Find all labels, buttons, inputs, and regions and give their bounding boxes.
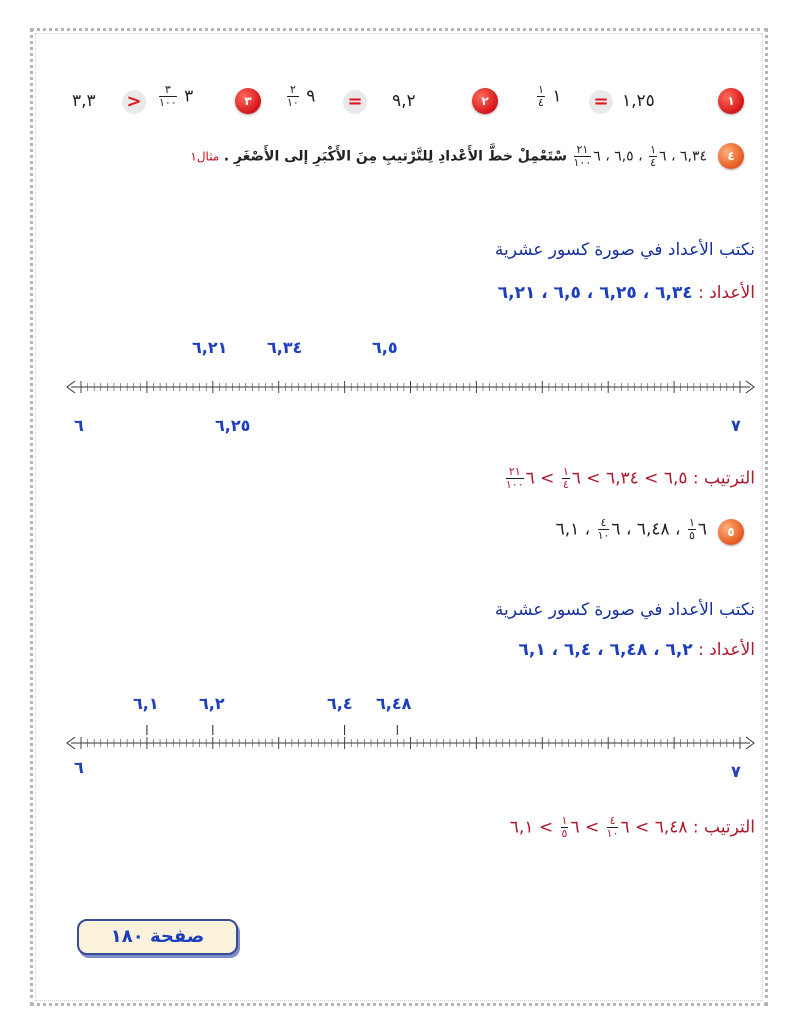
gt-sign: > (586, 468, 601, 489)
mixed-whole: ٦ (525, 468, 535, 489)
exercise-4-badge: ٤ (718, 143, 744, 169)
exercise-4-instruction: سْتَعْمِلْ خطَّ الأَعْدادِ لِلتَّرْتيبِ مِنَ الأَكْبَرِ إلى الأَصْغَرِ . (223, 148, 568, 165)
mixed-whole: ١ (552, 86, 562, 107)
nl2-label-6-48: ٦,٤٨ (376, 694, 412, 713)
nl1-label-6-34: ٦,٣٤ (267, 338, 303, 357)
exercise-3-sign: > (122, 90, 146, 114)
numerator: ١ (650, 143, 657, 156)
mixed-whole: ٦ (620, 817, 630, 838)
mixed-whole: ٦ (571, 468, 581, 489)
mixed-whole: ٦ (570, 817, 580, 838)
exercise-1-badge: ١ (718, 88, 744, 114)
numerator: ٢١ (574, 144, 592, 157)
numbers-label: الأعداد : (698, 640, 755, 660)
num-6-5: ٦,٥ (614, 148, 634, 165)
nl1-label-6: ٦ (74, 416, 84, 435)
sol5-heading: نكتب الأعداد في صورة كسور عشرية (494, 600, 755, 620)
order-label: الترتيب : (692, 468, 755, 489)
num-6-48: ٦,٤٨ (636, 519, 670, 540)
exercise-2-left: ٩,٢ (392, 91, 416, 111)
fraction (561, 815, 569, 840)
numerator: ١ (562, 465, 569, 478)
numbers-list: ٦,٣٤ ، ٦,٢٥ ، ٦,٥ ، ٦,٢١ (497, 283, 693, 303)
mixed-whole: ٣ (184, 86, 194, 107)
order-label: الترتيب : (692, 817, 755, 838)
nl1-label-6-5: ٦,٥ (372, 338, 398, 357)
mixed-whole: ٦ (611, 519, 621, 540)
exercise-2-sign: = (343, 90, 367, 114)
numbers-label: الأعداد : (698, 283, 755, 303)
denominator: ١٠ (287, 96, 299, 109)
numbers-list: ٦,٢ ، ٦,٤٨ ، ٦,٤ ، ٦,١ (518, 640, 693, 660)
exercise-3-badge: ٣ (235, 88, 261, 114)
gt-sign: > (585, 817, 600, 838)
numerator: ١ (561, 814, 568, 827)
order-last: ٦,١ (509, 817, 534, 838)
nl1-label-6-21: ٦,٢١ (192, 338, 228, 357)
numerator: ٤ (598, 517, 610, 530)
numerator: ١ (688, 516, 695, 529)
mixed-whole: ٦ (593, 148, 601, 165)
exercise-5-statement: ٦ $\frac{١}{٥}$ ، ٦,٤٨ ، ٦ $\frac{٤}{١٠}$ ، ٦,١ (555, 516, 707, 542)
exercise-2-badge: ٢ (472, 88, 498, 114)
denominator: ١٠ (597, 529, 610, 542)
denominator: ١٠٠ (573, 156, 592, 169)
number-line-2-ticks (67, 725, 754, 749)
numerator: ٢١ (506, 466, 524, 479)
nl2-label-7: ٧ (731, 762, 741, 781)
denominator: ٥ (561, 827, 568, 840)
denominator: ٤ (538, 96, 544, 109)
numerator: ٤ (607, 815, 619, 828)
exercise-1-sign: = (589, 90, 613, 114)
denominator: ٤ (650, 156, 657, 169)
page-number-badge: صفحة ١٨٠ (77, 919, 238, 955)
numerator: ٣ (159, 84, 177, 97)
sol4-heading: نكتب الأعداد في صورة كسور عشرية (494, 240, 755, 260)
num-6-34: ٦,٣٤ (679, 148, 707, 165)
denominator: ٥ (688, 529, 695, 542)
order-value: ٦,٥ > ٦,٣٤ (605, 468, 688, 489)
gt-sign: > (538, 817, 554, 838)
nl2-label-6-4: ٦,٤ (327, 694, 353, 713)
mixed-whole: ٦ (659, 148, 667, 165)
nl2-label-6: ٦ (74, 758, 84, 777)
mixed-whole: ٦ (697, 519, 707, 540)
nl1-label-7: ٧ (731, 416, 741, 435)
nl2-label-6-1: ٦,١ (133, 694, 159, 713)
exercise-4-statement: ٦,٣٤ ، ٦ $\frac{١}{٤}$ ، ٦,٥ ، ٦ $\frac{٢١}{١٠٠}$ سْتَعْمِلْ خطَّ الأَعْدادِ لِلتَّرْتيبِ مِنَ الأَكْبَرِ إلى الأَصْغَرِ . مثال١ (190, 143, 707, 169)
mixed-whole: ٩ (306, 86, 316, 107)
num-6-1: ٦,١ (555, 519, 580, 540)
denominator: ١٠٠ (505, 478, 524, 491)
gt-sign: > (540, 468, 555, 489)
example-tag: مثال١ (190, 149, 220, 164)
exercise-3-right: ٣,٣ (72, 91, 96, 111)
denominator: ١٠٠ (159, 96, 177, 109)
fraction (607, 815, 619, 840)
nl1-label-6-25: ٦,٢٥ (215, 416, 251, 435)
numerator: ١ (538, 83, 544, 96)
nl2-label-6-2: ٦,٢ (199, 694, 225, 713)
order-value: ٦,٤٨ > (635, 817, 688, 838)
sol5-order (510, 815, 755, 840)
denominator: ١٠ (606, 827, 619, 840)
exercise-5-badge: ٥ (718, 519, 744, 545)
exercise-1-left: ١,٢٥ (622, 91, 655, 111)
denominator: ٤ (562, 478, 569, 491)
numerator: ٢ (287, 84, 299, 97)
